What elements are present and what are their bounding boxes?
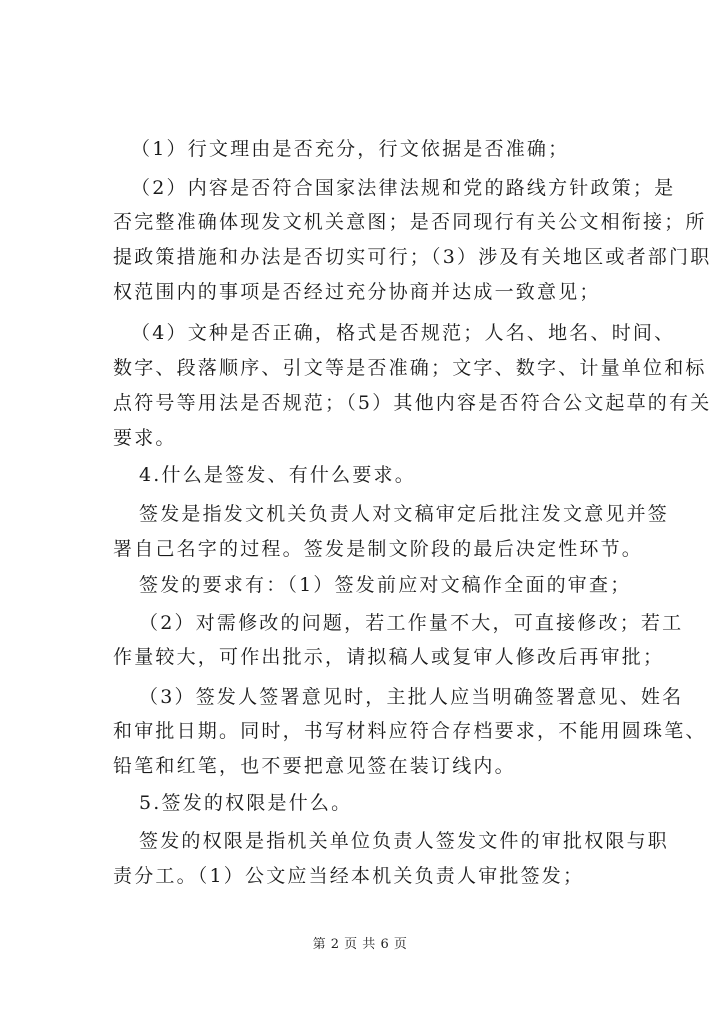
- text-line: 和审批日期。同时，书写材料应符合存档要求，不能用圆珠笔、: [113, 720, 707, 742]
- text-line: 提政策措施和办法是否切实可行；（3）涉及有关地区或者部门职: [113, 246, 712, 268]
- text-line: 铅笔和红笔，也不要把意见签在装订线内。: [113, 755, 516, 777]
- section-heading: 4.什么是签发、有什么要求。: [139, 464, 416, 486]
- text-line: 要求。: [113, 427, 177, 449]
- text-line: （1）行文理由是否充分，行文依据是否准确；: [131, 138, 570, 160]
- section-heading: 5.签发的权限是什么。: [139, 792, 353, 814]
- text-line: 否完整准确体现发文机关意图；是否同现行有关公文相衔接；所: [113, 211, 707, 233]
- text-line: 作量较大，可作出批示，请拟稿人或复审人修改后再审批；: [113, 646, 665, 668]
- text-line: （2）内容是否符合国家法律法规和党的路线方针政策；是: [131, 177, 676, 199]
- text-line: 责分工。（1）公文应当经本机关负责人审批签发；: [113, 865, 585, 887]
- text-line: （3）签发人签署意见时，主批人应当明确签署意见、姓名: [139, 686, 684, 708]
- page-footer: 第 2 页 共 6 页: [312, 937, 408, 952]
- text-line: 签发的要求有：（1）签发前应对文稿作全面的审查；: [139, 574, 632, 596]
- text-line: 点符号等用法是否规范；（5）其他内容是否符合公文起草的有关: [113, 392, 712, 414]
- text-line: 权范围内的事项是否经过充分协商并达成一致意见；: [113, 281, 601, 303]
- text-line: （4）文种是否正确，格式是否规范；人名、地名、时间、: [131, 322, 676, 344]
- text-line: 签发是指发文机关负责人对文稿审定后批注发文意见并签: [139, 503, 670, 525]
- text-line: 签发的权限是指机关单位负责人签发文件的审批权限与职: [139, 830, 670, 852]
- text-line: 署自己名字的过程。签发是制文阶段的最后决定性环节。: [113, 538, 644, 560]
- text-line: （2）对需修改的问题，若工作量不大，可直接修改；若工: [139, 612, 684, 634]
- text-line: 数字、段落顺序、引文等是否准确；文字、数字、计量单位和标: [113, 357, 707, 379]
